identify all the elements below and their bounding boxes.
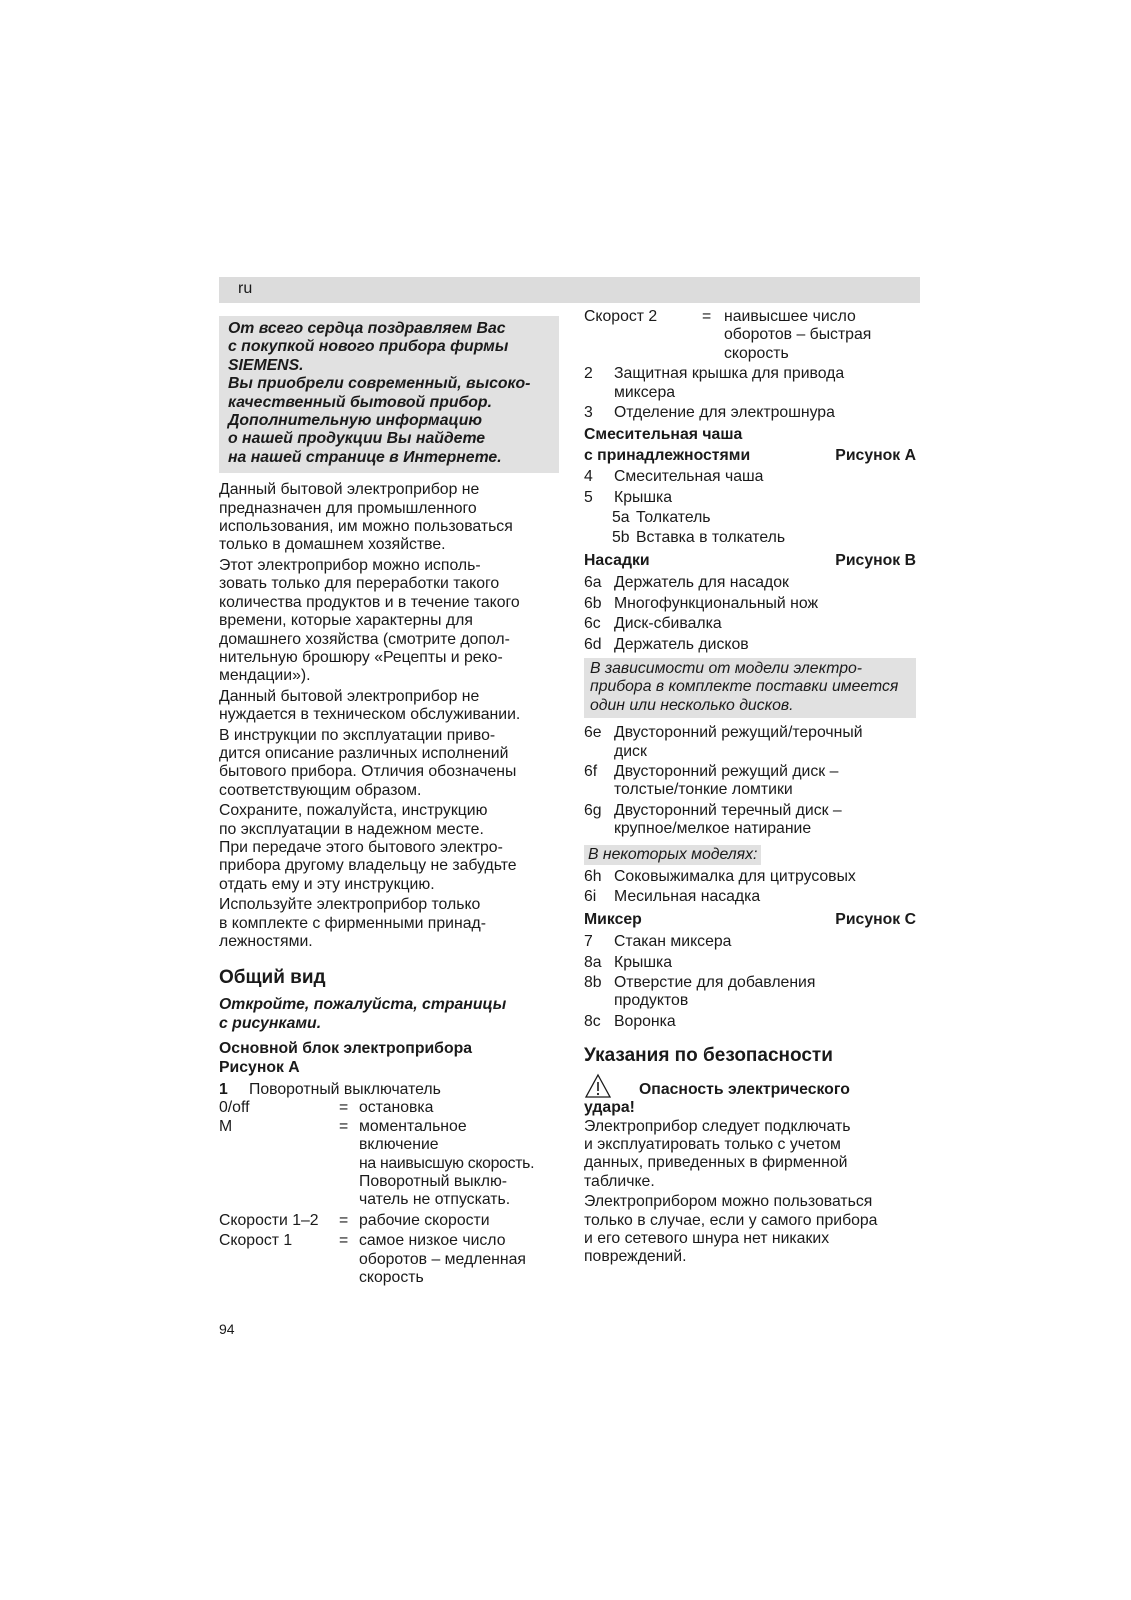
text-line: продуктов <box>614 992 689 1010</box>
item-number: 6d <box>584 635 602 653</box>
setting-row <box>219 1232 559 1287</box>
list-item <box>584 404 916 422</box>
text-line: отдать ему и эту инструкцию. <box>219 875 435 893</box>
models-note-row <box>584 845 916 865</box>
intro-line: с покупкой нового прибора фирмы <box>228 338 509 356</box>
text-line: Данный бытовой электроприбор не <box>219 687 480 705</box>
figure-reference: Рисунок B <box>835 551 916 569</box>
warning-title-row <box>584 1073 916 1099</box>
text-line: самое низкое число <box>359 1232 506 1250</box>
item-text: Толкатель <box>636 509 711 527</box>
item-text: Крышка <box>614 953 673 971</box>
language-code: ru <box>238 280 253 297</box>
item-text: Крышка <box>614 488 673 506</box>
text-line: скорость <box>359 1269 424 1287</box>
text-line: Откройте, пожалуйста, страницы <box>219 996 507 1014</box>
language-header-bar <box>219 277 920 303</box>
paragraph-versions <box>219 727 559 801</box>
text-line: и эксплуатировать только с учетом <box>584 1136 841 1154</box>
text-line: Этот электроприбор можно исполь- <box>219 556 481 574</box>
equals-sign: = <box>339 1211 349 1229</box>
sub-item <box>584 509 916 527</box>
intro-line: о нашей продукции Вы найдете <box>228 430 486 448</box>
warning-title-cont: удара! <box>584 1099 635 1117</box>
right-column <box>584 308 916 1267</box>
item-number: 6e <box>584 724 602 742</box>
text-line: Сохраните, пожалуйста, инструкцию <box>219 802 488 820</box>
text-line: Двусторонний режущий/терочный <box>614 724 863 742</box>
overview-heading: Общий вид <box>219 967 326 989</box>
text-line: Защитная крышка для привода <box>614 365 845 383</box>
item-number: 6g <box>584 801 602 819</box>
text-line: Двусторонний теречный диск – <box>614 801 842 819</box>
item-text: Поворотный выключатель <box>249 1081 441 1099</box>
text-line: скорость <box>724 344 789 362</box>
setting-label: Скорости 1–2 <box>219 1211 319 1229</box>
list-item <box>584 595 916 613</box>
text-line: Электроприбором можно пользоваться <box>584 1193 873 1211</box>
list-item <box>584 763 916 800</box>
text-line: крупное/мелкое натирание <box>614 820 812 838</box>
item-text <box>614 724 863 761</box>
item-text: Вставка в толкатель <box>636 529 786 547</box>
list-item <box>584 1013 916 1031</box>
text-line: только в случае, если у самого прибора <box>584 1211 878 1229</box>
left-column <box>219 316 559 1288</box>
intro-line: на нашей странице в Интернете. <box>228 448 502 466</box>
intro-line: SIEMENS. <box>228 356 304 374</box>
setting-row <box>219 1212 559 1230</box>
paragraph-keep-manual <box>219 802 559 894</box>
setting-description <box>724 308 871 363</box>
intro-line: От всего сердца поздравляем Вас <box>228 320 506 337</box>
equals-sign: = <box>339 1232 349 1250</box>
list-item <box>584 468 916 486</box>
item-text: Воронка <box>614 1012 676 1030</box>
item-number: 6h <box>584 867 602 885</box>
safety-paragraph <box>584 1193 916 1267</box>
item-number: 6f <box>584 762 598 780</box>
text-line: включение <box>359 1136 439 1154</box>
text-line: диск <box>614 742 647 760</box>
text-line: Данный бытовой электроприбор не <box>219 481 480 499</box>
text-line: остановка <box>359 1099 434 1117</box>
list-item <box>584 724 916 761</box>
text-line: только в домашнем хозяйстве. <box>219 536 446 554</box>
item-number: 8b <box>584 974 602 991</box>
overview-subheading <box>219 996 559 1033</box>
list-item <box>584 954 916 972</box>
text-line: зовать только для переработки такого <box>219 575 500 593</box>
text-line: оборотов – быстрая <box>724 326 872 344</box>
item-text <box>614 763 838 800</box>
list-item <box>584 802 916 839</box>
setting-row <box>219 1118 559 1210</box>
item-number: 8a <box>584 953 602 971</box>
text-line: дится описание различных исполнений <box>219 744 509 762</box>
item-number: 5a <box>612 509 630 527</box>
text-line: повреждений. <box>584 1248 687 1266</box>
text-line: один или несколько дисков. <box>590 696 794 714</box>
equals-sign: = <box>339 1117 349 1135</box>
heading-text: с принадлежностями <box>584 446 751 464</box>
setting-row <box>219 1099 559 1117</box>
text-line: При передаче этого бытового электро- <box>219 838 503 856</box>
bowl-heading-row <box>584 447 916 465</box>
text-line: нительную брошюру «Рецепты и реко- <box>219 648 503 666</box>
paragraph-quantities <box>219 557 559 686</box>
text-line: по эксплуатации в надежном месте. <box>219 820 484 838</box>
safety-paragraph <box>584 1118 916 1192</box>
item-text <box>614 974 815 1011</box>
setting-description <box>359 1212 490 1230</box>
text-line: наивысшее число <box>724 308 856 325</box>
item-number: 3 <box>584 404 593 422</box>
text-line: прибора в комплекте поставки имеется <box>590 678 899 696</box>
intro-line: Вы приобрели современный, высоко- <box>228 375 531 393</box>
item-number: 7 <box>584 933 593 951</box>
text-line: Электроприбор следует подключать <box>584 1117 851 1135</box>
item-number: 6c <box>584 615 601 633</box>
heading-text: Насадки <box>584 551 650 569</box>
item-text: Многофункциональный нож <box>614 594 819 612</box>
mixer-heading-row <box>584 911 916 929</box>
figure-reference: Рисунок C <box>835 910 916 928</box>
text-line: В инструкции по эксплуатации приво- <box>219 726 496 744</box>
list-item <box>584 636 916 654</box>
text-line: в комплекте с фирменными принад- <box>219 914 486 932</box>
paragraph-accessories <box>219 896 559 951</box>
sub-item <box>584 529 916 547</box>
setting-description <box>359 1118 534 1210</box>
list-item <box>584 868 916 886</box>
text-line: домашнего хозяйства (смотрите допол- <box>219 630 510 648</box>
text-line: табличке. <box>584 1172 655 1190</box>
intro-line: качественный бытовой прибор. <box>228 393 492 411</box>
item-text: Стакан миксера <box>614 933 732 951</box>
main-unit-heading <box>219 1040 559 1077</box>
text-line: толстые/тонкие ломтики <box>614 781 793 799</box>
heading-text: Миксер <box>584 910 642 928</box>
paragraph-household-use <box>219 481 559 555</box>
list-item <box>219 1081 559 1099</box>
warning-triangle-icon <box>584 1073 612 1099</box>
item-text: Месильная насадка <box>614 888 761 906</box>
item-text: Держатель для насадок <box>614 574 789 592</box>
equals-sign: = <box>702 308 712 325</box>
intro-line: Дополнительную информацию <box>228 412 483 430</box>
text-line: рабочие скорости <box>359 1211 490 1229</box>
setting-label: Скорост 2 <box>584 308 658 325</box>
item-text: Смесительная чаша <box>614 468 764 486</box>
list-item <box>584 574 916 592</box>
page-number: 94 <box>219 1321 235 1337</box>
setting-label: 0/off <box>219 1099 250 1117</box>
text-line: и его сетевого шнура нет никаких <box>584 1230 830 1248</box>
text-line: на наивысшую скорость. <box>359 1154 535 1172</box>
paragraph-maintenance <box>219 688 559 725</box>
item-text: Отделение для электрошнура <box>614 404 835 422</box>
item-text: Соковыжималка для цитрусовых <box>614 867 856 885</box>
setting-row <box>584 308 916 363</box>
item-number: 5b <box>612 529 630 547</box>
bowl-heading: Смесительная чаша <box>584 426 743 444</box>
list-item <box>584 888 916 906</box>
text-line: моментальное <box>359 1117 467 1135</box>
item-number: 6b <box>584 594 602 612</box>
text-line: лежностями. <box>219 933 313 950</box>
equals-sign: = <box>339 1099 349 1117</box>
text-line: данных, приведенных в фирменной <box>584 1154 848 1172</box>
text-line: Двусторонний режущий диск – <box>614 762 839 780</box>
text-line: мендации»). <box>219 667 311 685</box>
safety-heading: Указания по безопасности <box>584 1045 833 1067</box>
text-line: бытового прибора. Отличия обозначены <box>219 763 517 781</box>
text-line: миксера <box>614 383 676 401</box>
text-line: предназначен для промышленного <box>219 499 477 517</box>
text-line: соответствующим образом. <box>219 781 422 799</box>
list-item <box>584 974 916 1011</box>
text-line: оборотов – медленная <box>359 1250 526 1268</box>
text-line: нуждается в техническом обслуживании. <box>219 706 521 724</box>
item-number: 1 <box>219 1081 228 1099</box>
text-line: Отверстие для добавления <box>614 974 816 991</box>
list-item <box>584 489 916 507</box>
text-line: количества продуктов и в течение такого <box>219 593 520 611</box>
text-line: прибора другому владельцу не забудьте <box>219 857 517 875</box>
item-number: 6i <box>584 888 597 906</box>
item-text <box>614 802 842 839</box>
list-item <box>584 365 916 402</box>
warning-title: Опасность электрического <box>639 1080 850 1098</box>
item-text <box>614 365 844 402</box>
text-line: с рисунками. <box>219 1014 322 1032</box>
item-number: 8c <box>584 1012 601 1030</box>
item-number: 2 <box>584 365 593 383</box>
text-line: Рисунок A <box>219 1058 300 1076</box>
setting-label: Скорост 1 <box>219 1232 293 1250</box>
model-note-box <box>584 658 916 718</box>
item-number: 5 <box>584 488 593 506</box>
list-item <box>584 615 916 633</box>
text-line: времени, которые характерны для <box>219 612 473 630</box>
attachments-heading-row <box>584 552 916 570</box>
text-line: использования, им можно пользоваться <box>219 518 513 536</box>
list-item <box>584 933 916 951</box>
item-text: Держатель дисков <box>614 635 749 653</box>
text-line: чатель не отпускать. <box>359 1191 511 1209</box>
item-number: 6a <box>584 574 602 592</box>
text-line: Поворотный выклю- <box>359 1173 508 1191</box>
setting-label: M <box>219 1117 233 1135</box>
item-number: 4 <box>584 468 593 486</box>
setting-description <box>359 1232 526 1287</box>
models-note: В некоторых моделях: <box>584 845 761 865</box>
text-line: Используйте электроприбор только <box>219 896 481 914</box>
intro-box <box>219 316 559 473</box>
text-line: В зависимости от модели электро- <box>590 659 863 677</box>
text-line: Основной блок электроприбора <box>219 1040 473 1058</box>
figure-reference: Рисунок A <box>835 446 916 464</box>
item-text: Диск-сбивалка <box>614 615 722 633</box>
setting-description <box>359 1099 433 1117</box>
